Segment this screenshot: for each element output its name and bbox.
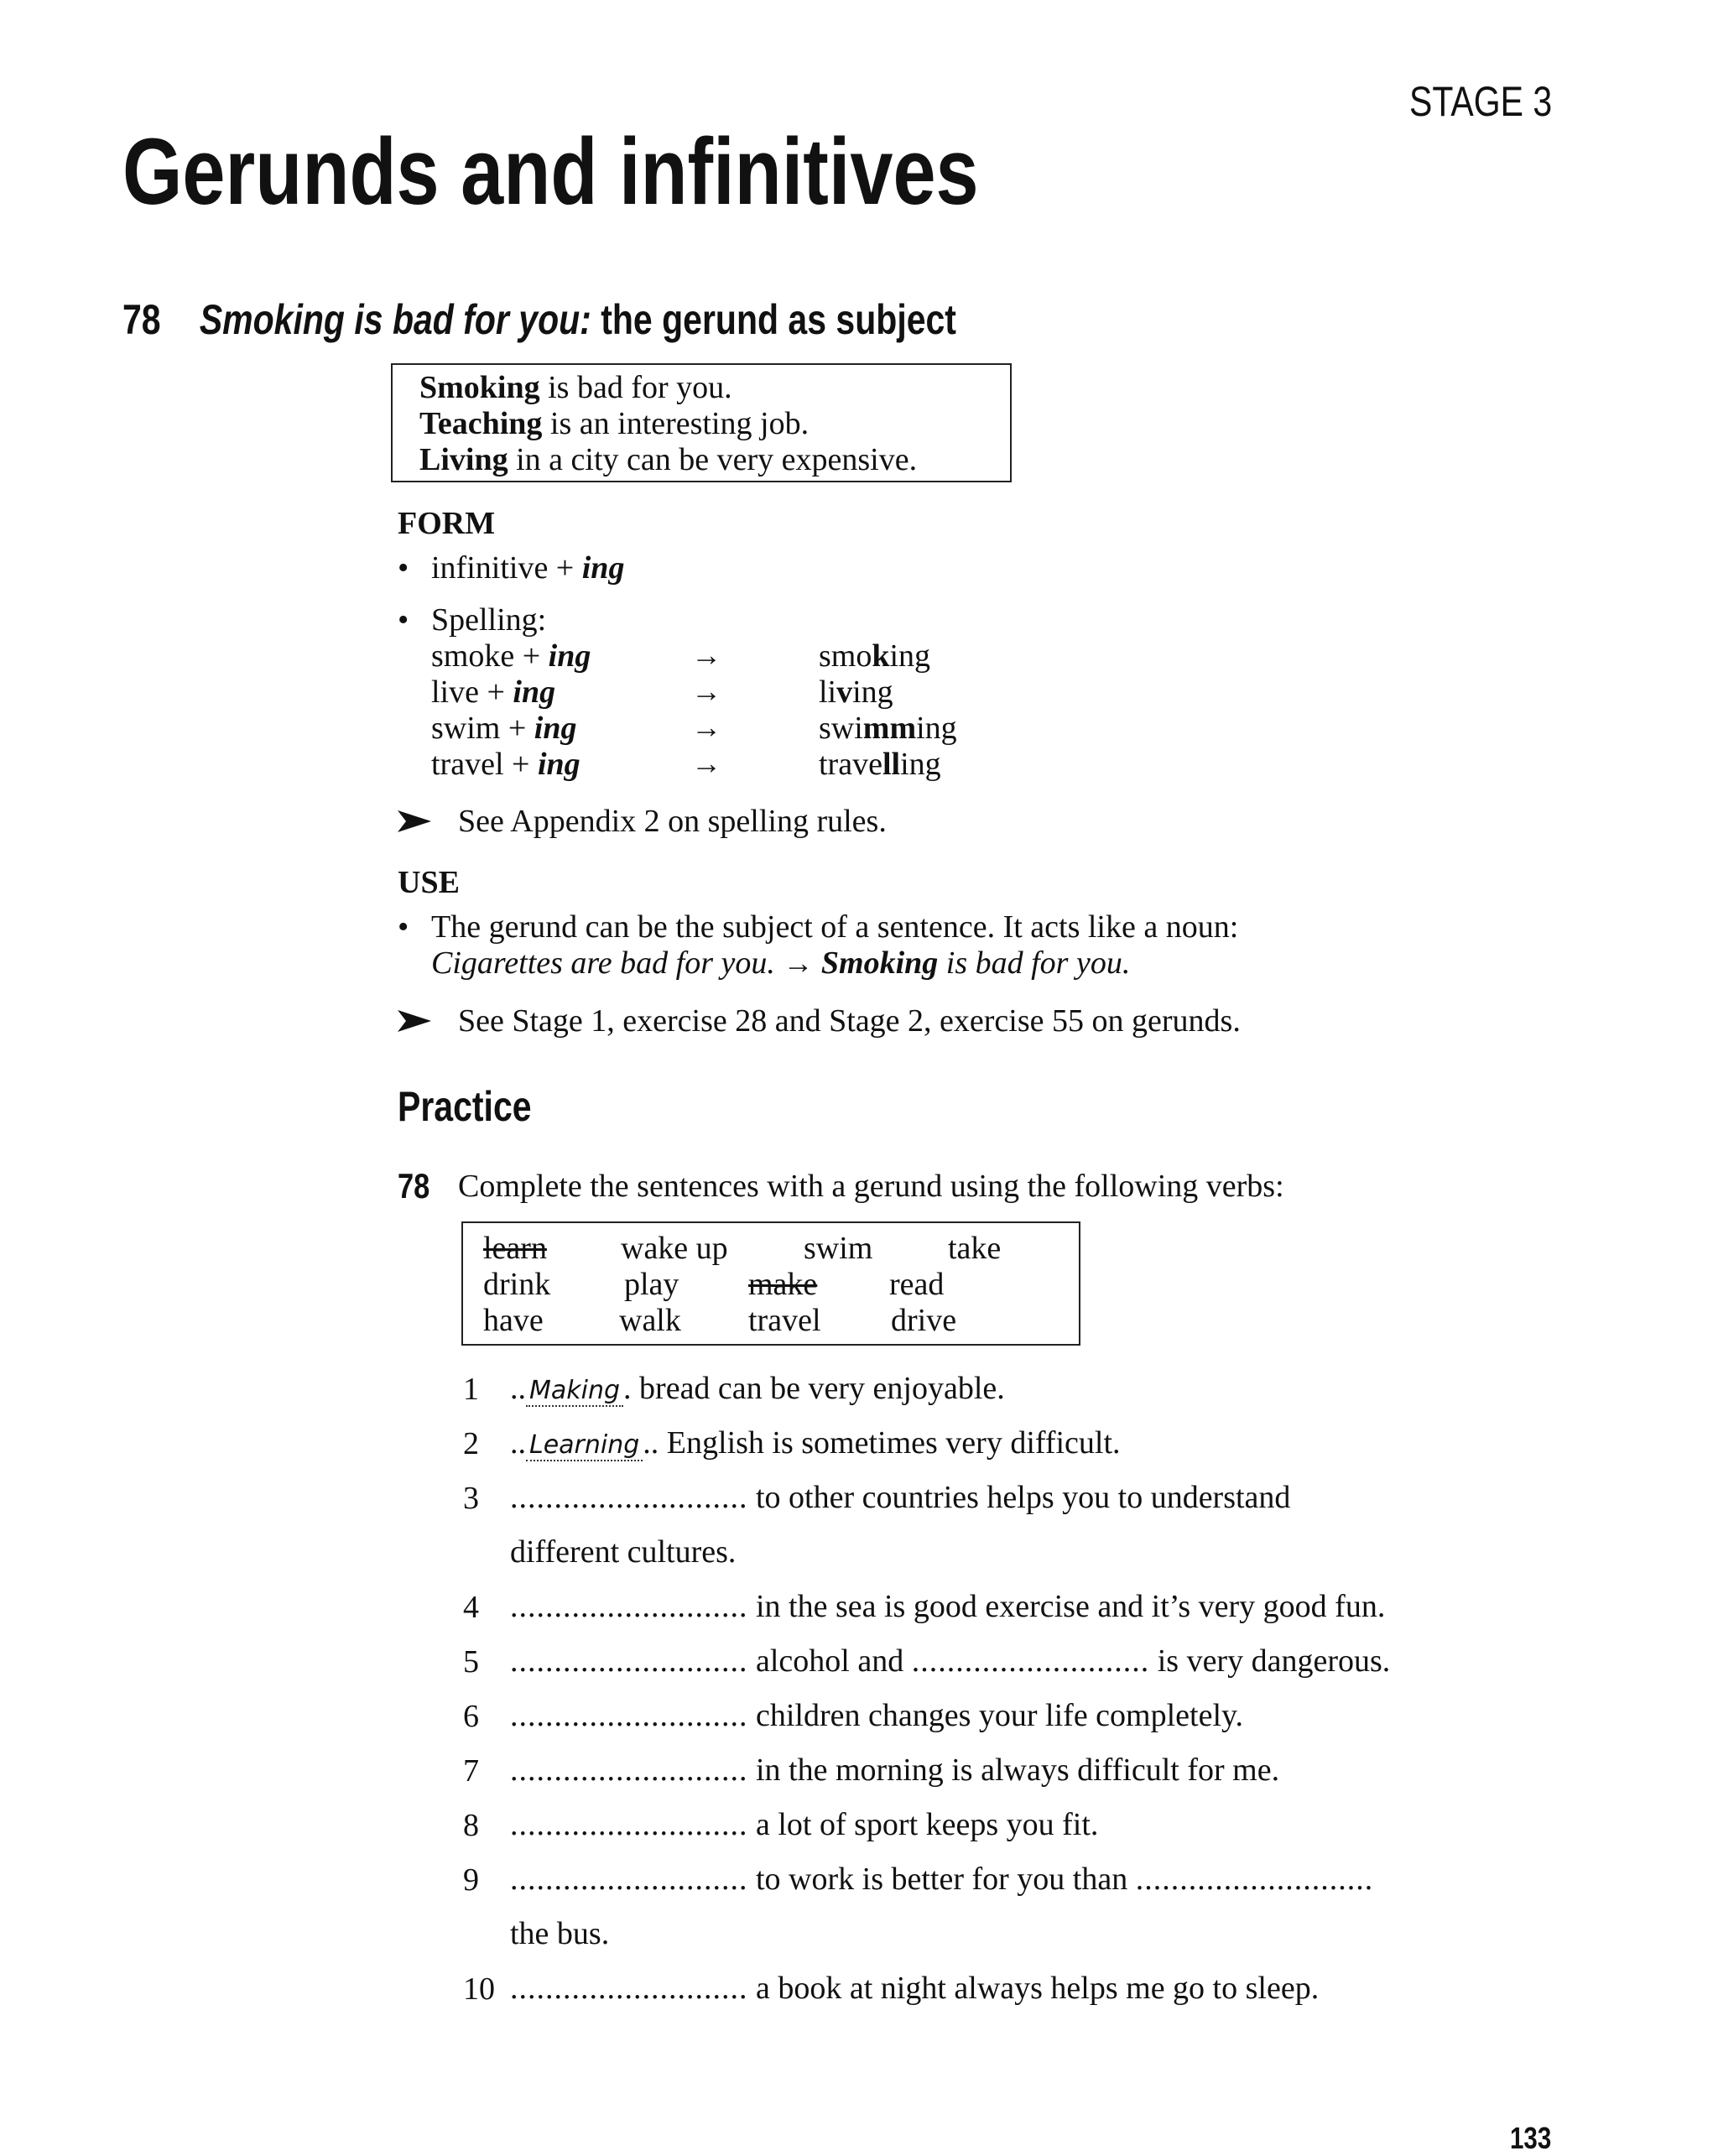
item-number: 7 [463, 1753, 479, 1789]
arrow-icon: → [783, 946, 814, 980]
page-title: Gerunds and infinitives [122, 119, 979, 224]
pointer-arrow-icon [398, 810, 431, 832]
arrow-icon: → [691, 747, 721, 780]
exercise-instruction: 78 Complete the sentences with a gerund using the following verbs: [398, 1166, 1284, 1206]
exercise-item: ........................... alcohol and ........................... is very dangerous. [510, 1643, 1391, 1679]
exercise-item: ........................... children changes your life completely. [510, 1698, 1244, 1733]
item-number: 2 [463, 1426, 479, 1461]
exercise-item: ........................... to work is better for you than ........................... [510, 1862, 1374, 1897]
verb: read [889, 1267, 945, 1302]
verb: take [948, 1231, 1002, 1266]
form-heading: FORM [398, 506, 496, 541]
bullet-icon: • [398, 550, 409, 586]
verb-crossed-out: make [748, 1267, 818, 1302]
form-bullet-2: • Spelling: [398, 602, 547, 638]
item-number: 1 [463, 1372, 479, 1407]
example-line: Smoking is bad for you. [419, 370, 732, 405]
verb: drink [483, 1267, 551, 1302]
exercise-number: 78 [398, 1166, 430, 1206]
exercise-item-continuation: different cultures. [510, 1534, 737, 1570]
exercise-item: ........................... a lot of sport keeps you fit. [510, 1807, 1099, 1842]
item-number: 10 [463, 1971, 495, 2007]
answer-blank[interactable]: ........................... [510, 1698, 748, 1733]
answer-blank[interactable]: ........................... [510, 1807, 748, 1842]
exercise-item-continuation: the bus. [510, 1916, 610, 1951]
use-heading: USE [398, 865, 460, 900]
exercise-item: ........................... a book at night always helps me go to sleep. [510, 1971, 1320, 2006]
exercise-item: .. Learning .. English is sometimes very difficult. [510, 1425, 1121, 1461]
verb: play [624, 1267, 679, 1302]
item-number: 5 [463, 1644, 479, 1679]
example-box [391, 363, 1012, 482]
see-appendix-note: See Appendix 2 on spelling rules. [398, 804, 1153, 840]
example-line: Teaching is an interesting job. [419, 406, 810, 441]
practice-title: Practice [398, 1083, 532, 1130]
verb-box [461, 1221, 1080, 1346]
verb: drive [891, 1303, 957, 1338]
verb: have [483, 1303, 544, 1338]
see-stage-note: See Stage 1, exercise 28 and Stage 2, exercise 55 on gerunds. [398, 1003, 1488, 1039]
bullet-icon: • [398, 602, 409, 638]
example-line: Living in a city can be very expensive. [419, 442, 918, 477]
answer-blank[interactable]: ........................... [510, 1862, 748, 1897]
exercise-item: .. Making . bread can be very enjoyable. [510, 1371, 1005, 1406]
answer-blank[interactable]: ........................... [510, 1480, 748, 1515]
item-number: 9 [463, 1862, 479, 1898]
verb-crossed-out: learn [483, 1231, 547, 1266]
answer-blank[interactable]: ........................... [1135, 1862, 1374, 1897]
bullet-icon: • [398, 909, 409, 945]
answer-text: Making [526, 1376, 623, 1407]
use-bullet: • The gerund can be the subject of a sentence. It acts like a noun: Cigarettes are bad for you. → Smoking is bad for you. [398, 909, 1239, 981]
item-number: 3 [463, 1481, 479, 1516]
item-number: 8 [463, 1808, 479, 1843]
answer-blank[interactable]: ........................... [510, 1643, 748, 1679]
verb: travel [748, 1303, 821, 1338]
stage-label: STAGE 3 [1409, 78, 1553, 125]
answer-blank[interactable]: ........................... [510, 1752, 748, 1788]
answer-blank[interactable]: ........................... [510, 1589, 748, 1624]
answer-text: Learning [526, 1430, 643, 1461]
verb: wake up [621, 1231, 728, 1266]
form-bullet-1: • infinitive + ing [398, 550, 625, 586]
exercise-item: ........................... to other countries helps you to understand [510, 1480, 1291, 1515]
answer-blank[interactable]: ........................... [510, 1971, 748, 2006]
arrow-icon: → [691, 638, 721, 672]
pointer-arrow-icon [398, 1010, 431, 1032]
verb: swim [804, 1231, 873, 1266]
arrow-icon: → [691, 674, 721, 708]
item-number: 4 [463, 1590, 479, 1625]
section-number: 78 [122, 296, 161, 343]
section-title-rest: the gerund as subject [591, 296, 956, 343]
answer-blank[interactable]: ........................... [911, 1643, 1150, 1679]
page-number: 133 [1510, 2121, 1552, 2155]
section-title-italic: Smoking is bad for you: [199, 296, 591, 343]
arrow-icon: → [691, 711, 721, 744]
item-number: 6 [463, 1699, 479, 1734]
exercise-item: ........................... in the morning is always difficult for me. [510, 1752, 1280, 1788]
verb: walk [619, 1303, 681, 1338]
section-heading [122, 295, 1139, 344]
exercise-item: ........................... in the sea is good exercise and it’s very good fun. [510, 1589, 1386, 1624]
